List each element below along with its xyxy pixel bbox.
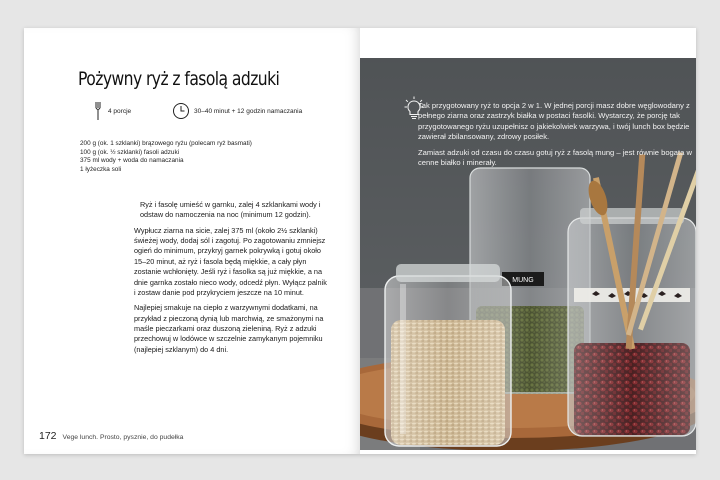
- tip-paragraph: Tak przygotowany ryż to opcja 2 w 1. W jednej porcji masz dobre węglowodany z pełnego ziarna oraz zastrzyk białka w postaci fasolki. Wystarczy, że porcję tak przygotowanego ryżu uzupełnisz o jakiekolwiek warzywa, i twój lunch box będzie zawierał zbilansowany, zdrowy posiłek.: [418, 101, 690, 142]
- ingredient: 200 g (ok. 1 szklanki) brązowego ryżu (polecam ryż basmati): [80, 140, 252, 147]
- recipe-page: [24, 28, 360, 454]
- page-number: 172: [39, 430, 57, 442]
- clock-icon: [172, 102, 190, 120]
- method-text: [134, 200, 329, 360]
- fork-icon: [94, 101, 104, 121]
- time-info: [172, 100, 302, 122]
- time-label: 30–40 minut + 12 godzin namaczania: [194, 107, 303, 115]
- ingredients-list: [80, 140, 330, 175]
- cookbook-spread: [24, 28, 696, 454]
- method-step: Wypłucz ziarna na sicie, zalej 375 ml (około 2½ szklanki) świeżej wody, dodaj sól i zagotuj. Po zagotowaniu zmniejsz ogień do minimum, przykryj garnek pokrywką i gotuj około 15–20 minut, aż ryż i fasola będą miękkie, a cały płyn zostanie wchłonięty. Jeśli ryż i fasolka są już miękkie, a na dnie garnka zostało nieco wody, odcedź płyn. Wyłącz palnik i zostaw danie pod przykryciem jeszcze na 10 minut.: [134, 225, 327, 297]
- portions-info: [94, 100, 131, 122]
- ingredient: 100 g (ok. ½ szklanki) fasoli adzuki: [80, 148, 180, 156]
- ingredient: 1 łyżeczka soli: [80, 165, 122, 173]
- portions-label: 4 porcje: [108, 107, 132, 115]
- jar-label: MUNG: [512, 277, 534, 284]
- recipe-title: Pożywny ryż z fasolą adzuki: [78, 68, 280, 90]
- method-step: Najlepiej smakuje na ciepło z warzywnymi dodatkami, na przykład z pieczoną dynią lub marchwią, ze smażonymi na maśle pieczarkami oraz duszoną zieleniną. Ryż z adzuki przechowuj w lodówce w szczelnie zamykanym pojemniku (najlepiej szklanym) do 4 dni.: [134, 303, 324, 354]
- method-step: Ryż i fasolę umieść w garnku, zalej 4 szklankami wody i odstaw do namoczenia na noc (minimum 12 godzin).: [140, 200, 321, 220]
- book-title: Vege lunch. Prosto, pysznie, do pudełka: [62, 434, 184, 441]
- ingredient: 375 ml wody + woda do namaczania: [80, 157, 184, 165]
- tip-paragraph: Zamiast adzuki od czasu do czasu gotuj ryż z fasolą mung – jest równie bogata w cenne białko i minerały.: [418, 147, 692, 168]
- tip-box: [418, 101, 703, 174]
- page-footer: [39, 430, 183, 442]
